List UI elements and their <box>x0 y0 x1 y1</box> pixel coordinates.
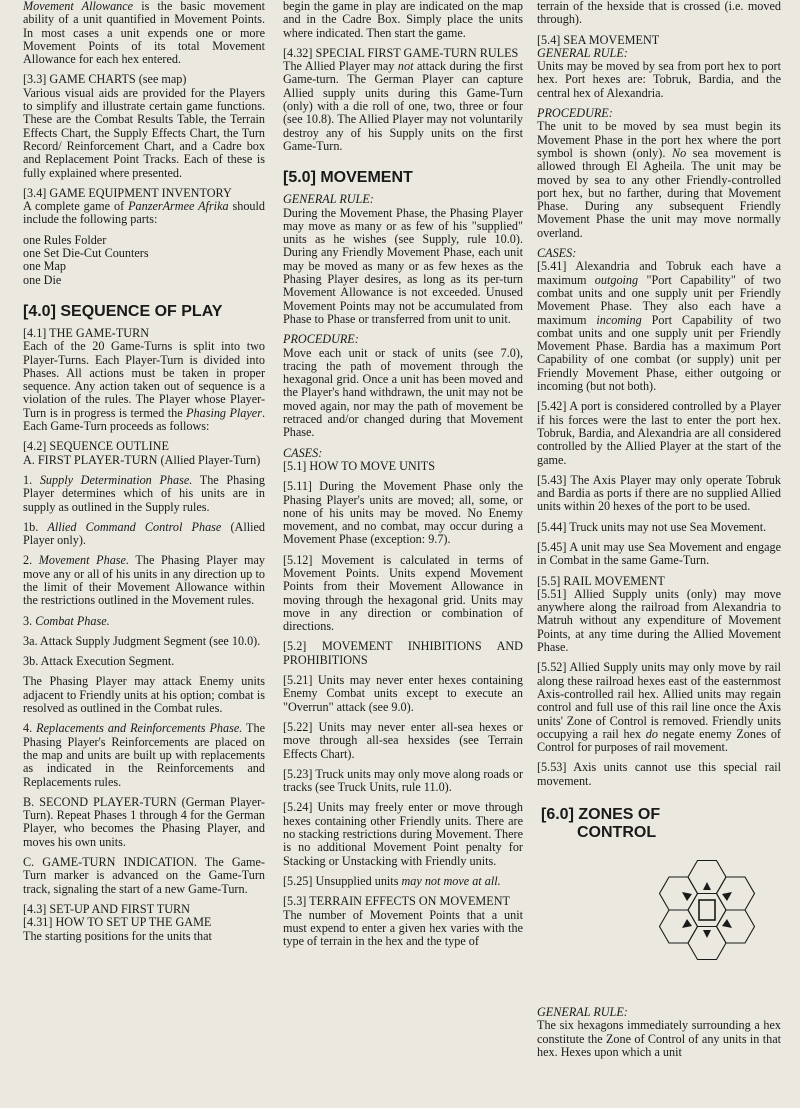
label-cases: CASES: <box>537 246 577 261</box>
text: The unit to be moved by sea must begin its Movement Phase in the port hex where the port symbol is shown (only). <box>537 119 781 160</box>
step-term: Movement Phase. <box>38 553 130 568</box>
paragraph-5-51: [5.51] Allied Supply units (only) may move anywhere along the railroad from Alexandria to Matruh without any expenditure of Movement Points, at any time during the Allied Movement Phase. <box>537 586 781 655</box>
paragraph-4-32 <box>283 60 523 153</box>
heading-first-player-turn: A. FIRST PLAYER-TURN (Allied Player-Turn) <box>23 452 261 467</box>
heading-5-3: [5.3] TERRAIN EFFECTS ON MOVEMENT <box>283 894 510 909</box>
emphasis-outgoing: outgoing <box>594 272 639 287</box>
text: is the basic movement ability of a unit quantified in Movement Points. In most cases a unit expends one or more Movement Points of its total Movement Allowance for each hex entered. <box>23 0 265 67</box>
hex-southwest <box>660 910 698 943</box>
paragraph-zoc-general: The six hexagons immediately surrounding a hex constitute the Zone of Control of any units in that hex. Hexes upon which a unit <box>537 1018 781 1059</box>
paragraph-5-53: [5.53] Axis units cannot use this special rail movement. <box>537 760 781 788</box>
paragraph-5-44: [5.44] Truck units may not use Sea Movement. <box>537 519 767 534</box>
paragraph-5-42: [5.42] A port is considered controlled by a Player if his forces were the last to enter the port hex. Tobruk, Bardia, and Alexandria are all considered controlled by the Allied Player at the start of the game. <box>537 399 781 467</box>
heading-4-31: [4.31] HOW TO SET UP THE GAME <box>23 915 212 930</box>
paragraph-5-11: [5.11] During the Movement Phase only the Phasing Player's units are moved; all, some, or none of his units may be moved. No Enemy movement, and no combat, may occur during a Movement Phase (exception: 9.7). <box>283 479 523 547</box>
zoc-text <box>537 1006 781 1059</box>
inventory-item: one Set Die-Cut Counters <box>23 246 149 261</box>
paragraph-5-23: [5.23] Truck units may only move along roads or tracks (see Truck Units, rule 11.0). <box>283 766 523 795</box>
step-3 <box>23 615 265 628</box>
heading-3-4: [3.4] GAME EQUIPMENT INVENTORY <box>23 185 232 200</box>
text: The Allied Player may <box>283 59 398 74</box>
arrow-north <box>703 882 711 890</box>
step-4 <box>23 722 265 788</box>
inventory-item: one Die <box>23 272 62 287</box>
zone-of-control-hex-diagram <box>637 830 777 990</box>
step-term: Supply Determination Phase. <box>39 472 193 487</box>
step-term: Allied Command Control Phase <box>47 519 222 534</box>
paragraph-4-31: The starting positions for the units that <box>23 928 212 943</box>
paragraph-5-43: [5.43] The Axis Player may only operate Tobruk and Bardia as ports if there are no supplied Allied units within 20 hexes of the port to be used. <box>537 472 781 514</box>
label-procedure: PROCEDURE: <box>283 332 359 347</box>
label-general-rule: GENERAL RULE: <box>537 45 628 60</box>
text: [5.52] Allied Supply units may only move by rail along these railroad hexes east of the easternmost Axis-controlled rail hex. Allied units may regain control and full use of this rail line once the Axis units' Zone of Control is removed. Friendly units occupying a rail hex <box>537 660 781 741</box>
paragraph-5-45: [5.45] A unit may use Sea Movement and engage in Combat in the same Game-Turn. <box>537 539 781 568</box>
hex-northeast <box>717 877 755 910</box>
term-movement-allowance: Movement Allowance <box>23 0 134 13</box>
paragraph-3-4 <box>23 200 265 227</box>
step-1 <box>23 474 265 514</box>
column-1 <box>23 0 265 943</box>
paragraph-sea-general: Units may be moved by sea from port hex to port hex. Port hexes are: Tobruk, Bardia, and the central hex of Alexandria. <box>537 59 781 100</box>
text: Each of the 20 Game-Turns is split into two Player-Turns. Each Player-Turn is divided into Phases. All actions must be taken in proper sequence. Any action taken out of sequence is a violation of the rules. The Player whose Player-Turn is in progress is termed the <box>23 339 265 420</box>
paragraph-4-1 <box>23 340 265 433</box>
section-title-4-0: [4.0] SEQUENCE OF PLAY <box>23 302 223 320</box>
step-text: The Phasing Player determines which of his units are in supply as outlined in the Supply rules. <box>23 472 265 514</box>
paragraph-5-3: The number of Movement Points that a unit must expend to enter a given hex varies with the type of terrain in the hex and the type of <box>283 907 523 949</box>
column-2 <box>283 0 523 948</box>
heading-4-3: [4.3] SET-UP AND FIRST TURN <box>23 901 190 916</box>
column-3 <box>537 0 781 1059</box>
label-procedure: PROCEDURE: <box>537 106 613 121</box>
step-number: 4. <box>23 721 37 736</box>
emphasis-do: do <box>645 726 658 741</box>
emphasis-incoming: incoming <box>596 312 642 327</box>
step-term: Combat Phase. <box>35 613 110 628</box>
emphasis: may not move at all. <box>401 873 501 888</box>
paragraph-5-25 <box>283 875 523 888</box>
arrow-northeast <box>722 892 732 901</box>
paragraph-movement-allowance <box>23 0 265 66</box>
paragraph-sea-procedure <box>537 120 781 240</box>
text: [5.41] Alexandria and Tobruk each have a maximum <box>537 259 781 287</box>
zones-of-control-section <box>537 806 781 1059</box>
text: Port Capability of two combat units and one supply unit per Friendly Movement Phase. Bardia has a maximum Port Capability of one combat (or supply) unit per Friendly Movement Phase, either outgoing or incoming (but not both). <box>537 312 781 394</box>
paragraph-5-22: [5.22] Units may never enter all-sea hexes or move through all-sea hexsides (see Terrain Effects Chart). <box>283 719 523 761</box>
step-number: 1. <box>23 472 40 487</box>
heading-5-2: [5.2] MOVEMENT INHIBITIONS AND PROHIBITIONS <box>283 639 523 667</box>
step-3a: 3a. Attack Supply Judgment Segment (see 10.0). <box>23 633 261 648</box>
hex-northwest <box>660 877 698 910</box>
step-text: The Phasing Player may move any or all of his units in any direction up to the limit of their Movement Allowance within the restrictions outlined in the Movement rules. <box>23 553 266 608</box>
label-cases: CASES: <box>283 445 323 460</box>
step-1b <box>23 521 265 548</box>
text: A complete game of <box>23 199 129 214</box>
step-text: The Phasing Player's Reinforcements are placed on the map and units are built up with replacements as indicated in the Reinforcements and Replacements rules. <box>23 721 266 789</box>
text: [5.25] Unsupplied units <box>283 873 402 888</box>
paragraph-5-52 <box>537 661 781 754</box>
emphasis-not: not <box>397 59 414 74</box>
step-term: Replacements and Reinforcements Phase. <box>36 721 243 736</box>
paragraph-5-24: [5.24] Units may freely enter or move through hexes containing other Friendly units. There are no stacking restrictions during Movement. There is no additional Movement Point penalty for Stacking or Unstacking with Friendly units. <box>283 800 523 868</box>
section-title-line-1: [6.0] ZONES OF <box>541 806 661 824</box>
text: . Each Game-Turn proceeds as follows: <box>23 405 265 434</box>
heading-4-2: [4.2] SEQUENCE OUTLINE <box>23 439 169 454</box>
label-general-rule: GENERAL RULE: <box>537 1005 628 1020</box>
text: attack during the first Game-turn. The German Player can capture Allied supply units during this Game-Turn (only) with a die roll of one, two, three or four (see 10.8). The Allied Player may not voluntarily destroy any of his Supply units on the first Game-Turn. <box>283 59 523 153</box>
hex-southeast <box>717 910 755 943</box>
zoc-arrows <box>682 882 732 938</box>
step-number: 3. <box>23 613 36 628</box>
paragraph-5-21: [5.21] Units may never enter hexes containing Enemy Combat units except to execute an "Overrun" attack (see 9.0). <box>283 673 523 714</box>
heading-4-1: [4.1] THE GAME-TURN <box>23 325 150 340</box>
hex-center <box>688 894 726 927</box>
inventory-list <box>23 234 265 287</box>
heading-5-5: [5.5] RAIL MOVEMENT <box>537 573 665 588</box>
section-title-line-2: CONTROL <box>577 824 657 842</box>
term-phasing-player: Phasing Player <box>186 405 262 420</box>
step-number: 2. <box>23 553 39 568</box>
heading-4-32: [4.32] SPECIAL FIRST GAME-TURN RULES <box>283 45 519 60</box>
text: sea movement is allowed through El Agheila. The unit may be moved by sea to any other Friendly-controlled port hex, but no farther, during that Movement Phase. During any subsequent Friendly Movement Phase the unit may move normally overland. <box>537 145 781 240</box>
section-title-5-0: [5.0] MOVEMENT <box>283 169 413 187</box>
text: should include the following parts: <box>23 199 266 227</box>
step-2 <box>23 554 265 607</box>
paragraph-second-player-turn: B. SECOND PLAYER-TURN (German Player-Turn). Repeat Phases 1 through 4 for the German Player, who becomes the Phasing Player, and moves his own units. <box>23 794 265 849</box>
step-text: (Allied Player only). <box>23 519 265 548</box>
paragraph-3-3: Various visual aids are provided for the Players to simplify and illustrate certain game functions. These are the Combat Results Table, the Terrain Effects Chart, the Supply Effects Chart, the Turn Record/ Reinforcement Chart, and a Cadre box and Replacement Point Tracks. Each of these is fully explained where presented. <box>23 85 265 180</box>
paragraph-5-12: [5.12] Movement is calculated in terms of Movement Points. Units expend Movement Points from their Movement Allowance in moving through the hexagonal grid. Units may move in any direction or combination of directions. <box>283 552 523 634</box>
paragraph-game-turn-indication: C. GAME-TURN INDICATION. The Game-Turn marker is advanced on the Game-Turn track, signaling the start of a new Game-Turn. <box>23 855 265 896</box>
paragraph-continued: begin the game in play are indicated on the map and in the Cadre Box. Simply place the units where indicated. Then start the game. <box>283 0 523 40</box>
heading-3-3: [3.3] GAME CHARTS (see map) <box>23 72 187 87</box>
text: negate enemy Zones of Control for purposes of rail movement. <box>537 726 781 755</box>
emphasis-no: No <box>671 145 687 160</box>
heading-5-4: [5.4] SEA MOVEMENT <box>537 32 660 47</box>
unit-counter <box>699 900 715 920</box>
paragraph-attack: The Phasing Player may attack Enemy units adjacent to Friendly units at his option; combat is resolved as outlined in the Combat rules. <box>23 674 265 716</box>
label-general-rule: GENERAL RULE: <box>283 192 374 207</box>
arrow-northwest <box>682 892 692 901</box>
arrow-southwest <box>682 919 692 928</box>
paragraph-5-41 <box>537 260 781 393</box>
heading-5-1: [5.1] HOW TO MOVE UNITS <box>283 458 435 473</box>
game-title: PanzerArmee Afrika <box>128 199 229 214</box>
arrow-southeast <box>722 919 732 928</box>
step-number: 1b. <box>23 519 48 534</box>
paragraph-continued: terrain of the hexside that is crossed (i.e. moved through). <box>537 0 781 27</box>
paragraph-general-rule: During the Movement Phase, the Phasing Player may move as many or as few of his "supplied" units as he wishes (see Supply, rule 10.0). During any Friendly Movement Phase, each unit may be moved as many or as few hexes as the Phasing Player desires, as long as its per-turn Movement Allowance is not exceeded. Unused Movement Points may not be accumulated from Phase to Phase or transferred from unit to unit. <box>283 205 523 326</box>
arrow-south <box>703 930 711 938</box>
paragraph-procedure: Move each unit or stack of units (see 7.0), tracing the path of movement through the hexagonal grid. Once a unit has been moved and the Player's hand withdrawn, the unit may not be moved again, nor may the path of movement be retraced and/or changed during that Movement Phase. <box>283 345 523 440</box>
inventory-item: one Rules Folder <box>23 232 107 247</box>
inventory-item: one Map <box>23 259 66 274</box>
step-3b: 3b. Attack Execution Segment. <box>23 654 175 669</box>
text: "Port Capability" of two combat units and one supply unit per Friendly Movement Phase. They also each have a maximum <box>537 272 781 327</box>
